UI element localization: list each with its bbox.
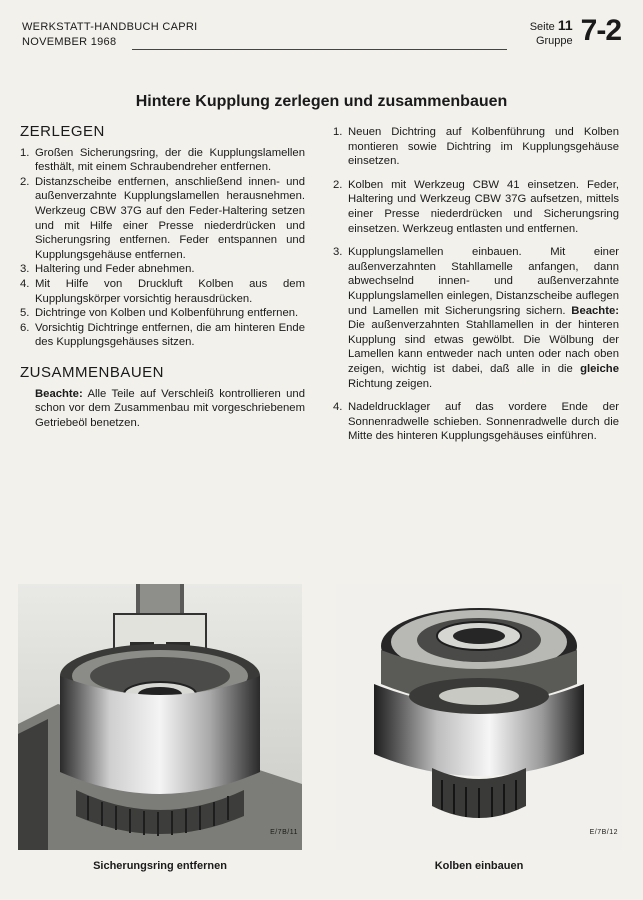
figure-caption: Sicherungsring entfernen [93,860,227,872]
figure-reference: E/7B/11 [270,829,298,836]
header-rule [132,49,507,50]
manual-title: WERKSTATT-HANDBUCH CAPRI [22,21,198,33]
photo-kolben [336,584,622,850]
group-code: 7-2 [580,14,621,47]
figure-caption: Kolben einbauen [434,860,524,872]
page-title: Hintere Kupplung zerlegen und zusammenbauen [135,93,508,110]
photo-sicherungsring [18,584,302,850]
section-heading-zerlegen: ZERLEGEN [20,123,105,140]
list-item: 4. Nadeldrucklager auf das vordere Ende der Sonnenradwelle schieben. Sonnenradwelle durch die Mitte des hinteren Kupplungsgehäuses einführen. [333,401,619,443]
right-column [333,125,619,453]
zerlegen-steps [20,146,305,350]
clutch-press-illustration [18,584,302,850]
publication-date: NOVEMBER 1968 [22,36,117,48]
list-item: 2. Distanzscheibe entfernen, anschließend innen- und außenverzahnte Kupplungslamellen herausnehmen. Werkzeug CBW 37G auf den Feder-Haltering setzen und mit Hilfe einer Presse niederdrücken und Sicherungsring entfernen. Feder entspannen und Kupplungsgehäuse entfernen. [20,175,305,261]
list-item: 4. Mit Hilfe von Druckluft Kolben aus dem Kupplungskörper vorsichtig herausdrücken. [20,277,305,305]
list-item: 1. Großen Sicherungsring, der die Kupplungslamellen festhält, mit einem Schraubendreher entfernen. [20,146,305,174]
left-column [20,125,305,442]
figure-reference: E/7B/12 [589,829,618,836]
assembly-note: Beachte: Alle Teile auf Verschleiß kontrollieren und schon vor dem Zusammenbau mit vorgeschriebenem Getriebeöl benetzen. [35,387,306,429]
zusammenbauen-steps [333,125,619,444]
gruppe-label: Gruppe [535,35,573,47]
piston-housing-illustration [336,584,622,850]
page-reference [530,14,621,48]
list-item: 3. Haltering und Feder abnehmen. [20,263,195,276]
list-item: 2. Kolben mit Werkzeug CBW 41 einsetzen. Feder, Haltering und Werkzeug CBW 37G aufsetzen, mittels einer Presse niederdrücken und Sicherungsring einsetzen. Werkzeug entlasten und entfernen. [333,178,619,235]
list-item: 3. Kupplungslamellen einbauen. Mit einer außenverzahnten Stahllamelle anfangen, dann abwechselnd innen- und außenverzahnte Kupplungslamellen einlegen, Distanzscheibe auflegen und Lamellen mit Sicherungsring sichern. Beachte: Die außenverzahnten Stahllamellen in der hinteren Kupplung sind etwas gewölbt. Die Wölbung der Lamellen kann entweder nach unten oder nach oben zeigen, wichtig ist dabei, daß alle in die gleiche Richtung zeigen. [333,246,620,390]
section-heading-zusammenbauen: ZUSAMMENBAUEN [20,363,165,381]
list-item: 5. Dichtringe von Kolben und Kolbenführung entfernen. [20,307,299,320]
list-item: 1. Neuen Dichtring auf Kolbenführung und Kolben montieren sowie Dichtring im Kupplungsgehäuse einsetzen. [333,126,619,168]
page-number: 11 [557,17,573,33]
list-item: 6. Vorsichtig Dichtringe entfernen, die am hinteren Ende des Kupplungsgehäuses sitzen. [20,321,305,349]
seite-label: Seite [529,21,555,33]
document-header [22,20,197,50]
